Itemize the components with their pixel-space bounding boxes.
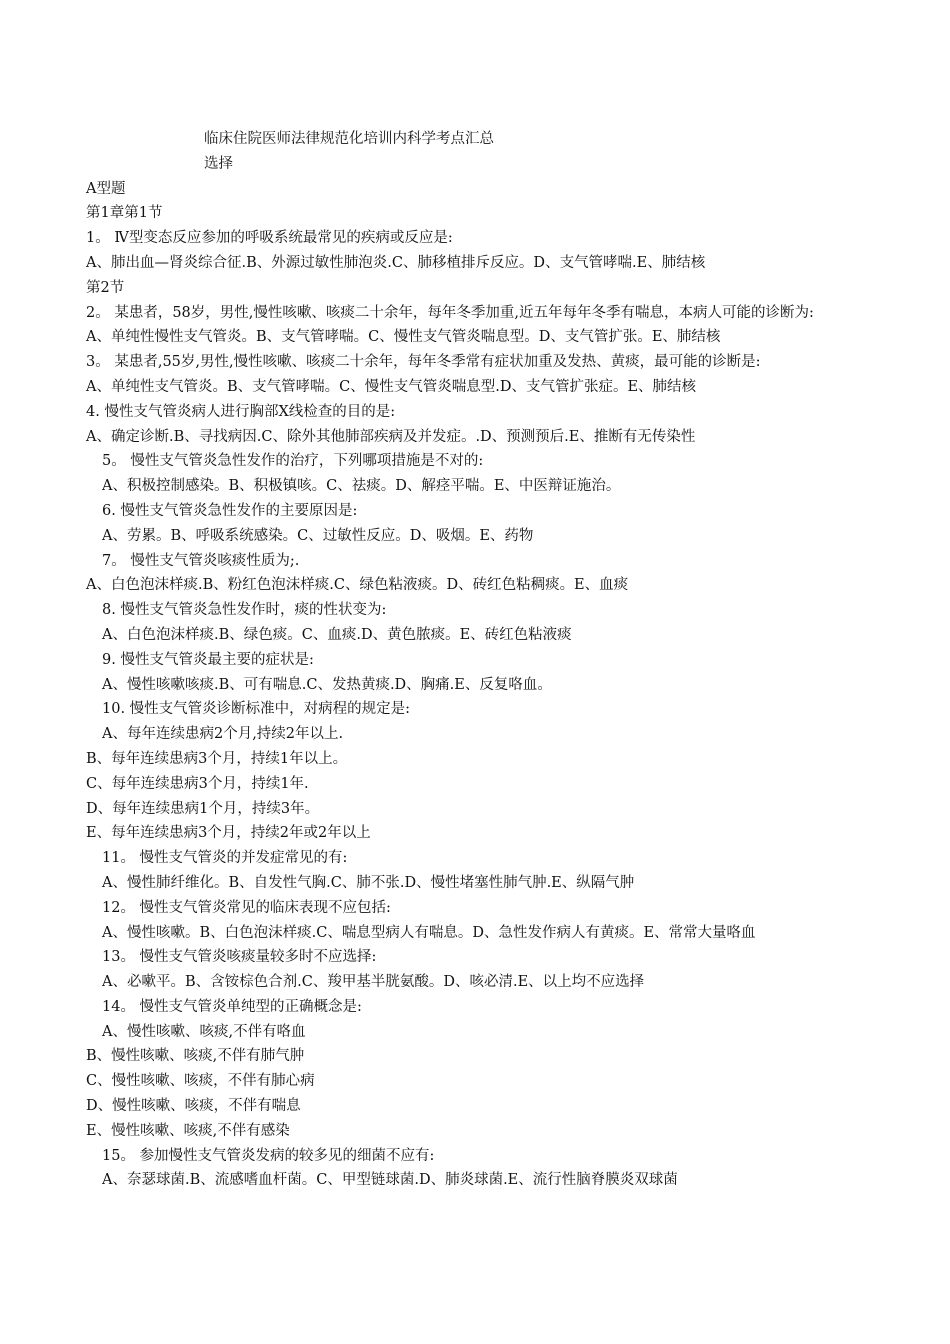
option-10d: D、每年连续患病1个月，持续3年。 — [86, 800, 320, 817]
question-2: 2。 某患者，58岁，男性,慢性咳嗽、咳痰二十余年，每年冬季加重,近五年每年冬季有喘息，本病人可能的诊断为: — [86, 304, 814, 321]
document-subtitle: 选择 — [204, 155, 233, 172]
question-7: 7。 慢性支气管炎咳痰性质为;. — [102, 552, 300, 569]
question-10: 10. 慢性支气管炎诊断标准中，对病程的规定是: — [102, 701, 411, 718]
document-title: 临床住院医师法律规范化培训内科学考点汇总 — [204, 131, 494, 147]
question-8: 8. 慢性支气管炎急性发作时，痰的性状变为: — [102, 602, 387, 619]
options-13: A、必嗽平。B、含铵棕色合剂.C、羧甲基半胱氨酸。D、咳必清.E、以上均不应选择 — [102, 974, 645, 991]
question-3: 3。 某患者,55岁,男性,慢性咳嗽、咳痰二十余年，每年冬季常有症状加重及发热、黄痰，最可能的诊断是: — [86, 354, 761, 371]
question-4: 4. 慢性支气管炎病人进行胸部X线检查的目的是: — [86, 403, 396, 420]
options-3: A、单纯性支气管炎。B、支气管哮喘。C、慢性支气管炎喘息型.D、支气管扩张症。E、肺结核 — [86, 378, 697, 395]
options-7: A、白色泡沫样痰.B、粉红色泡沫样痰.C、绿色粘液痰。D、砖红色粘稠痰。E、血痰 — [86, 577, 629, 594]
question-6: 6. 慢性支气管炎急性发作的主要原因是: — [102, 502, 358, 519]
options-15: A、奈瑟球菌.B、流感嗜血杆菌。C、甲型链球菌.D、肺炎球菌.E、流行性脑脊膜炎双球菌 — [102, 1172, 678, 1189]
options-8: A、白色泡沫样痰.B、绿色痰。C、血痰.D、黄色脓痰。E、砖红色粘液痰 — [102, 626, 572, 643]
chapter-heading: 第1章第1节 — [86, 205, 163, 222]
section-heading: A型题 — [86, 180, 126, 197]
options-11: A、慢性肺纤维化。B、自发性气胸.C、肺不张.D、慢性堵塞性肺气肿.E、纵隔气肿 — [102, 874, 635, 891]
question-15: 15。 参加慢性支气管炎发病的较多见的细菌不应有: — [102, 1147, 435, 1164]
options-5: A、积极控制感染。B、积极镇咳。C、祛痰。D、解痉平喘。E、中医辩证施治。 — [102, 478, 621, 495]
question-11: 11。 慢性支气管炎的并发症常见的有: — [102, 850, 348, 867]
question-13: 13。 慢性支气管炎咳痰量较多时不应选择: — [102, 949, 377, 966]
question-1: 1。 Ⅳ型变态反应参加的呼吸系统最常见的疾病或反应是: — [86, 230, 453, 247]
question-5: 5。 慢性支气管炎急性发作的治疗，下列哪项措施是不对的: — [102, 453, 484, 470]
document-body — [86, 127, 876, 1193]
section-heading-2: 第2节 — [86, 279, 125, 296]
options-2: A、单纯性慢性支气管炎。B、支气管哮喘。C、慢性支气管炎喘息型。D、支气管扩张。E、肺结核 — [86, 329, 721, 346]
option-10e: E、每年连续患病3个月，持续2年或2年以上 — [86, 825, 371, 842]
options-1: A、肺出血—肾炎综合征.B、外源过敏性肺泡炎.C、肺移植排斥反应。D、支气管哮喘.E、肺结核 — [86, 254, 706, 271]
options-9: A、慢性咳嗽咳痰.B、可有喘息.C、发热黄痰.D、胸痛.E、反复咯血。 — [102, 676, 552, 693]
option-10c: C、每年连续患病3个月，持续1年. — [86, 775, 309, 792]
option-14e: E、慢性咳嗽、咳痰,不伴有感染 — [86, 1122, 290, 1139]
options-4: A、确定诊断.B、寻找病因.C、除外其他肺部疾病及并发症。.D、预测预后.E、推断有无传染性 — [86, 428, 696, 445]
option-14a: A、慢性咳嗽、咳痰,不伴有咯血 — [102, 1023, 306, 1040]
option-14c: C、慢性咳嗽、咳痰，不伴有肺心病 — [86, 1073, 315, 1090]
question-14: 14。 慢性支气管炎单纯型的正确概念是: — [102, 998, 362, 1015]
option-14b: B、慢性咳嗽、咳痰,不伴有肺气肿 — [86, 1048, 305, 1065]
option-10a: A、每年连续患病2个月,持续2年以上. — [102, 726, 344, 743]
option-10b: B、每年连续患病3个月，持续1年以上。 — [86, 750, 348, 767]
question-12: 12。 慢性支气管炎常见的临床表现不应包括: — [102, 899, 391, 916]
question-9: 9. 慢性支气管炎最主要的症状是: — [102, 651, 314, 668]
options-12: A、慢性咳嗽。B、白色泡沫样痰.C、喘息型病人有喘息。D、急性发作病人有黄痰。E、常常大量咯血 — [102, 924, 756, 941]
options-6: A、劳累。B、呼吸系统感染。C、过敏性反应。D、吸烟。E、药物 — [102, 527, 534, 544]
option-14d: D、慢性咳嗽、咳痰，不伴有喘息 — [86, 1098, 301, 1115]
